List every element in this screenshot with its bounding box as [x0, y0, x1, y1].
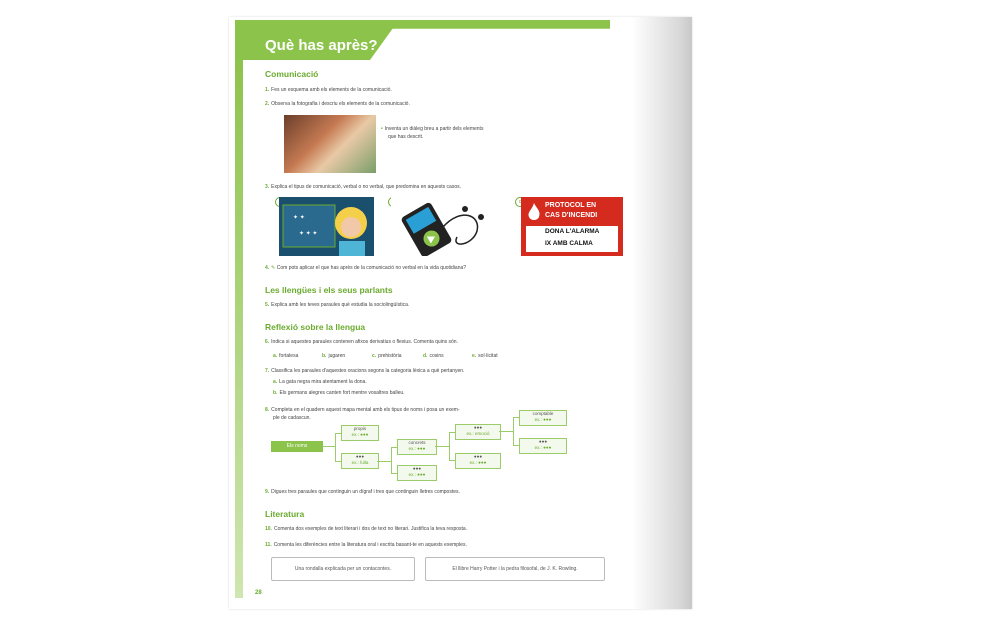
- option-text: cosins: [429, 353, 444, 359]
- question-text: Comenta les diferències entre la literatura oral i escrita basant-te en aquests exemples.: [273, 542, 467, 548]
- question-text: Fes un esquema amb els elements de la comunicació.: [271, 87, 392, 93]
- question-number: 8.: [265, 407, 270, 413]
- option-letter: b.: [322, 353, 327, 359]
- connector: [391, 447, 392, 473]
- question-number: 11.: [265, 542, 272, 548]
- node-title: ●●●: [412, 466, 422, 471]
- question-10: [265, 526, 467, 532]
- question-7-b: [273, 390, 405, 396]
- mindmap-node-comptable: [519, 410, 567, 426]
- connector: [513, 417, 514, 445]
- question-text: Explica el tipus de comunicació, verbal o no verbal, que predomina en aquests casos.: [271, 184, 462, 190]
- question-number: 7.: [265, 368, 270, 374]
- node-example: ex.: fulla: [351, 460, 369, 465]
- question-6-option-a: [273, 353, 298, 359]
- connector: [335, 433, 336, 461]
- option-letter: b.: [273, 390, 278, 396]
- question-9: [265, 489, 460, 495]
- mindmap-node-concrets: [397, 439, 437, 455]
- option-text: La gata negra mira atentament la dona.: [279, 379, 367, 385]
- question-text: Explica amb les teves paraules què estudia la sociolingüística.: [271, 302, 410, 308]
- option-letter: e.: [472, 353, 477, 359]
- option-text: Els germans alegres canten fort mentre vosaltres balleu.: [279, 390, 405, 396]
- fire-protocol-sign: [521, 197, 623, 256]
- quote-box-right: El llibre Harry Potter i la pedra filosofal, de J. K. Rowling.: [425, 557, 605, 581]
- connector: [449, 432, 450, 460]
- page-title: Què has après?: [265, 37, 378, 54]
- node-example: ex.: emoció: [466, 431, 490, 436]
- option-text: prehistòria: [378, 353, 402, 359]
- question-3: [265, 184, 461, 190]
- section-heading-literatura: Literatura: [265, 509, 305, 519]
- node-title: ●●●: [538, 439, 548, 444]
- question-7: [265, 368, 464, 374]
- quote-box-left: Una rondalla explicada per un contacontes.: [271, 557, 415, 581]
- family-photo: [284, 115, 376, 173]
- mindmap-node-6: [455, 453, 501, 469]
- option-letter: a.: [273, 379, 278, 385]
- mindmap-node-propis: [341, 425, 379, 441]
- question-2: [265, 101, 410, 107]
- illustration-night-sky: [279, 197, 374, 256]
- node-title: propis: [353, 426, 367, 431]
- connector: [435, 446, 449, 447]
- question-6-option-d: [423, 353, 444, 359]
- sign-line-3: DONA L'ALARMA: [545, 228, 600, 235]
- node-example: ex.: ●●●: [534, 417, 552, 422]
- music-player-illustration: [391, 197, 495, 256]
- question-number: 6.: [265, 339, 270, 345]
- question-text: Completa en el quadern aquest mapa mental amb els tipus de noms i posa un exem-: [271, 407, 460, 413]
- option-letter: d.: [423, 353, 428, 359]
- question-number: 4.: [265, 265, 270, 271]
- node-title: comptable: [532, 411, 554, 416]
- figure-label-c: c: [515, 197, 525, 207]
- node-example: ex.: ●●●: [351, 432, 369, 437]
- textbook-page: [229, 17, 692, 609]
- sign-line-4: IX AMB CALMA: [545, 240, 593, 247]
- question-8-cont: ple de cadascun.: [273, 415, 311, 421]
- question-1: [265, 87, 392, 93]
- question-text: Digues tres paraules que continguin un dígraf i tres que continguin lletres compostes.: [271, 489, 460, 495]
- question-text: Comenta dos exemples de text literari i dos de text no literari. Justifica la teva resposta.: [273, 526, 468, 532]
- question-number: 5.: [265, 302, 270, 308]
- bullet-icon: •: [381, 126, 383, 132]
- node-title: ●●●: [473, 425, 483, 430]
- connector: [377, 461, 391, 462]
- node-example: ex.: ●●●: [408, 446, 426, 451]
- mindmap-node-4: [397, 465, 437, 481]
- connector: [323, 446, 335, 447]
- question-text: Indica si aquestes paraules contenen afixos derivatius o flexius. Comenta quins són.: [271, 339, 458, 345]
- question-number: 3.: [265, 184, 270, 190]
- option-letter: c.: [372, 353, 377, 359]
- question-number: 10.: [265, 526, 272, 532]
- question-6: [265, 339, 458, 345]
- sidebar-stripe: [235, 53, 243, 598]
- page-gutter-shadow: [632, 17, 692, 609]
- mindmap-node-5: [455, 424, 501, 440]
- node-example: ex.: ●●●: [534, 445, 552, 450]
- node-example: ex.: ●●●: [469, 460, 487, 465]
- question-11: [265, 542, 467, 548]
- night-sky-illustration: [279, 197, 374, 256]
- sign-line-2: CAS D'INCENDI: [545, 212, 598, 219]
- svg-text:✦ ✦ ✦: ✦ ✦ ✦: [299, 231, 318, 237]
- question-number: 9.: [265, 489, 270, 495]
- connector: [499, 431, 513, 432]
- question-4: [265, 265, 466, 271]
- section-heading-reflexio: Reflexió sobre la llengua: [265, 322, 366, 332]
- question-2-bullet-cont: que has descrit.: [388, 134, 424, 140]
- section-heading-comunicacio: Comunicació: [265, 69, 319, 79]
- question-6-option-b: [322, 353, 345, 359]
- node-title: ●●●: [355, 454, 365, 459]
- question-text: Classifica les paraules d'aquestes oracions segons la categoria lèxica a què pertanyen.: [271, 368, 465, 374]
- option-letter: a.: [273, 353, 278, 359]
- node-title: concrets: [408, 440, 426, 445]
- option-text: sol·licitat: [478, 353, 498, 359]
- section-heading-llengues: Les llengües i els seus parlants: [265, 285, 393, 295]
- mindmap-node-2: [341, 453, 379, 469]
- header-top-band: [235, 20, 610, 28]
- question-text: Com pots aplicar el que has après de la comunicació no verbal en la vida quotidiana?: [276, 265, 467, 271]
- bullet-text: Inventa un diàleg breu a partir dels elements: [384, 126, 484, 132]
- flame-icon: [527, 203, 541, 221]
- question-number: 1.: [265, 87, 270, 93]
- question-6-option-e: [472, 353, 498, 359]
- question-number: 2.: [265, 101, 270, 107]
- svg-text:✦ ✦: ✦ ✦: [293, 215, 305, 221]
- sign-line-1: PROTOCOL EN: [545, 202, 597, 209]
- question-2-bullet: [381, 126, 483, 132]
- question-text: Observa la fotografia i descriu els elements de la comunicació.: [271, 101, 410, 107]
- question-7-a: [273, 379, 367, 385]
- question-5: [265, 302, 409, 308]
- option-text: fortalesa: [279, 353, 299, 359]
- illustration-music-player: [391, 197, 495, 256]
- pencil-icon: ✎: [271, 265, 277, 271]
- page-number: 28: [255, 590, 262, 596]
- question-6-option-c: [372, 353, 402, 359]
- mindmap-root: Els noms: [271, 441, 323, 452]
- question-8: [265, 407, 460, 413]
- option-text: jugaren: [328, 353, 346, 359]
- mindmap-node-8: [519, 438, 567, 454]
- node-title: ●●●: [473, 454, 483, 459]
- node-example: ex.: ●●●: [408, 472, 426, 477]
